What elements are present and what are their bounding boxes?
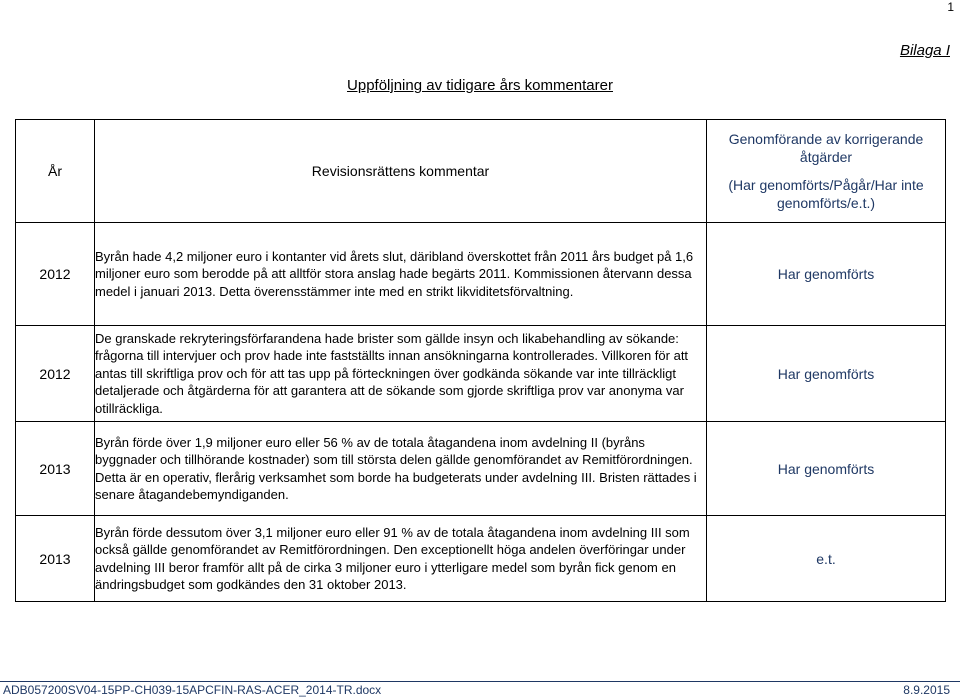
row-year: 2012 [16,326,95,422]
header-action [707,120,946,223]
header-action-line2: (Har genomförts/Pågår/Har inte genomförts/e.t.) [728,177,924,211]
footer-document-id: ADB057200SV04-15PP-CH039-15APCFIN-RAS-ACER_2014-TR.docx [3,683,382,697]
row-action: e.t. [707,516,946,602]
row-year: 2012 [16,223,95,326]
row-comment: Byrån hade 4,2 miljoner euro i kontanter vid årets slut, däribland överskottet från 2011 års budget på 1,6 miljoner euro som berodde på att alltför stora anslag hade begärts 2011. Kommissionen återvann dessa medel i januari 2013. Detta överensstämmer inte med en strikt likviditetsförvaltning. [95,223,707,326]
table-row [16,422,946,516]
footer-divider [0,681,960,682]
page-number: 1 [947,0,954,14]
table-row [16,326,946,422]
table-row [16,516,946,602]
footer-date: 8.9.2015 [903,683,950,697]
row-comment: Byrån förde dessutom över 3,1 miljoner euro eller 91 % av de totala åtagandena inom avdelning III som också gällde genomförandet av Remitförordningen. Den exceptionellt höga andelen överföringar under avdelning III beror framför allt på de cirka 3 miljoner euro i ytterligare medel som byrån fick genom en ändringsbudget som godkändes den 31 oktober 2013. [95,516,707,602]
header-year: År [16,120,95,223]
annex-label: Bilaga I [899,42,950,59]
table-row [16,223,946,326]
header-comment: Revisionsrättens kommentar [95,120,707,223]
row-action: Har genomförts [707,326,946,422]
row-comment: De granskade rekryteringsförfarandena hade brister som gällde insyn och likabehandling av sökande: frågorna till intervjuer och prov hade inte fastställts innan ansökningarna kontrollerades. Villkoren för att antas till skriftliga prov och för att tas upp på förteckningen över godkända sökande var inte tillräckligt detaljerade och åtgärderna för att garantera att de sökande som gjorde skriftliga prov var anonyma var otillräckliga. [95,326,707,422]
table-header-row [16,120,946,223]
row-action: Har genomförts [707,422,946,516]
row-year: 2013 [16,516,95,602]
row-comment: Byrån förde över 1,9 miljoner euro eller 56 % av de totala åtagandena inom avdelning II (byråns byggnader och tillhörande kostnader) som till största delen gällde genomförandet av Remitförordningen. Detta är en operativ, flerårig verksamhet som borde ha budgeterats under avdelning III. Bristen rättades i senare åtagandebemyndiganden. [95,422,707,516]
header-action-line1: Genomförande av korrigerande åtgärder [728,131,924,165]
page-title: Uppföljning av tidigare års kommentarer [347,77,613,94]
row-action: Har genomförts [707,223,946,326]
comments-table [15,119,946,602]
row-year: 2013 [16,422,95,516]
